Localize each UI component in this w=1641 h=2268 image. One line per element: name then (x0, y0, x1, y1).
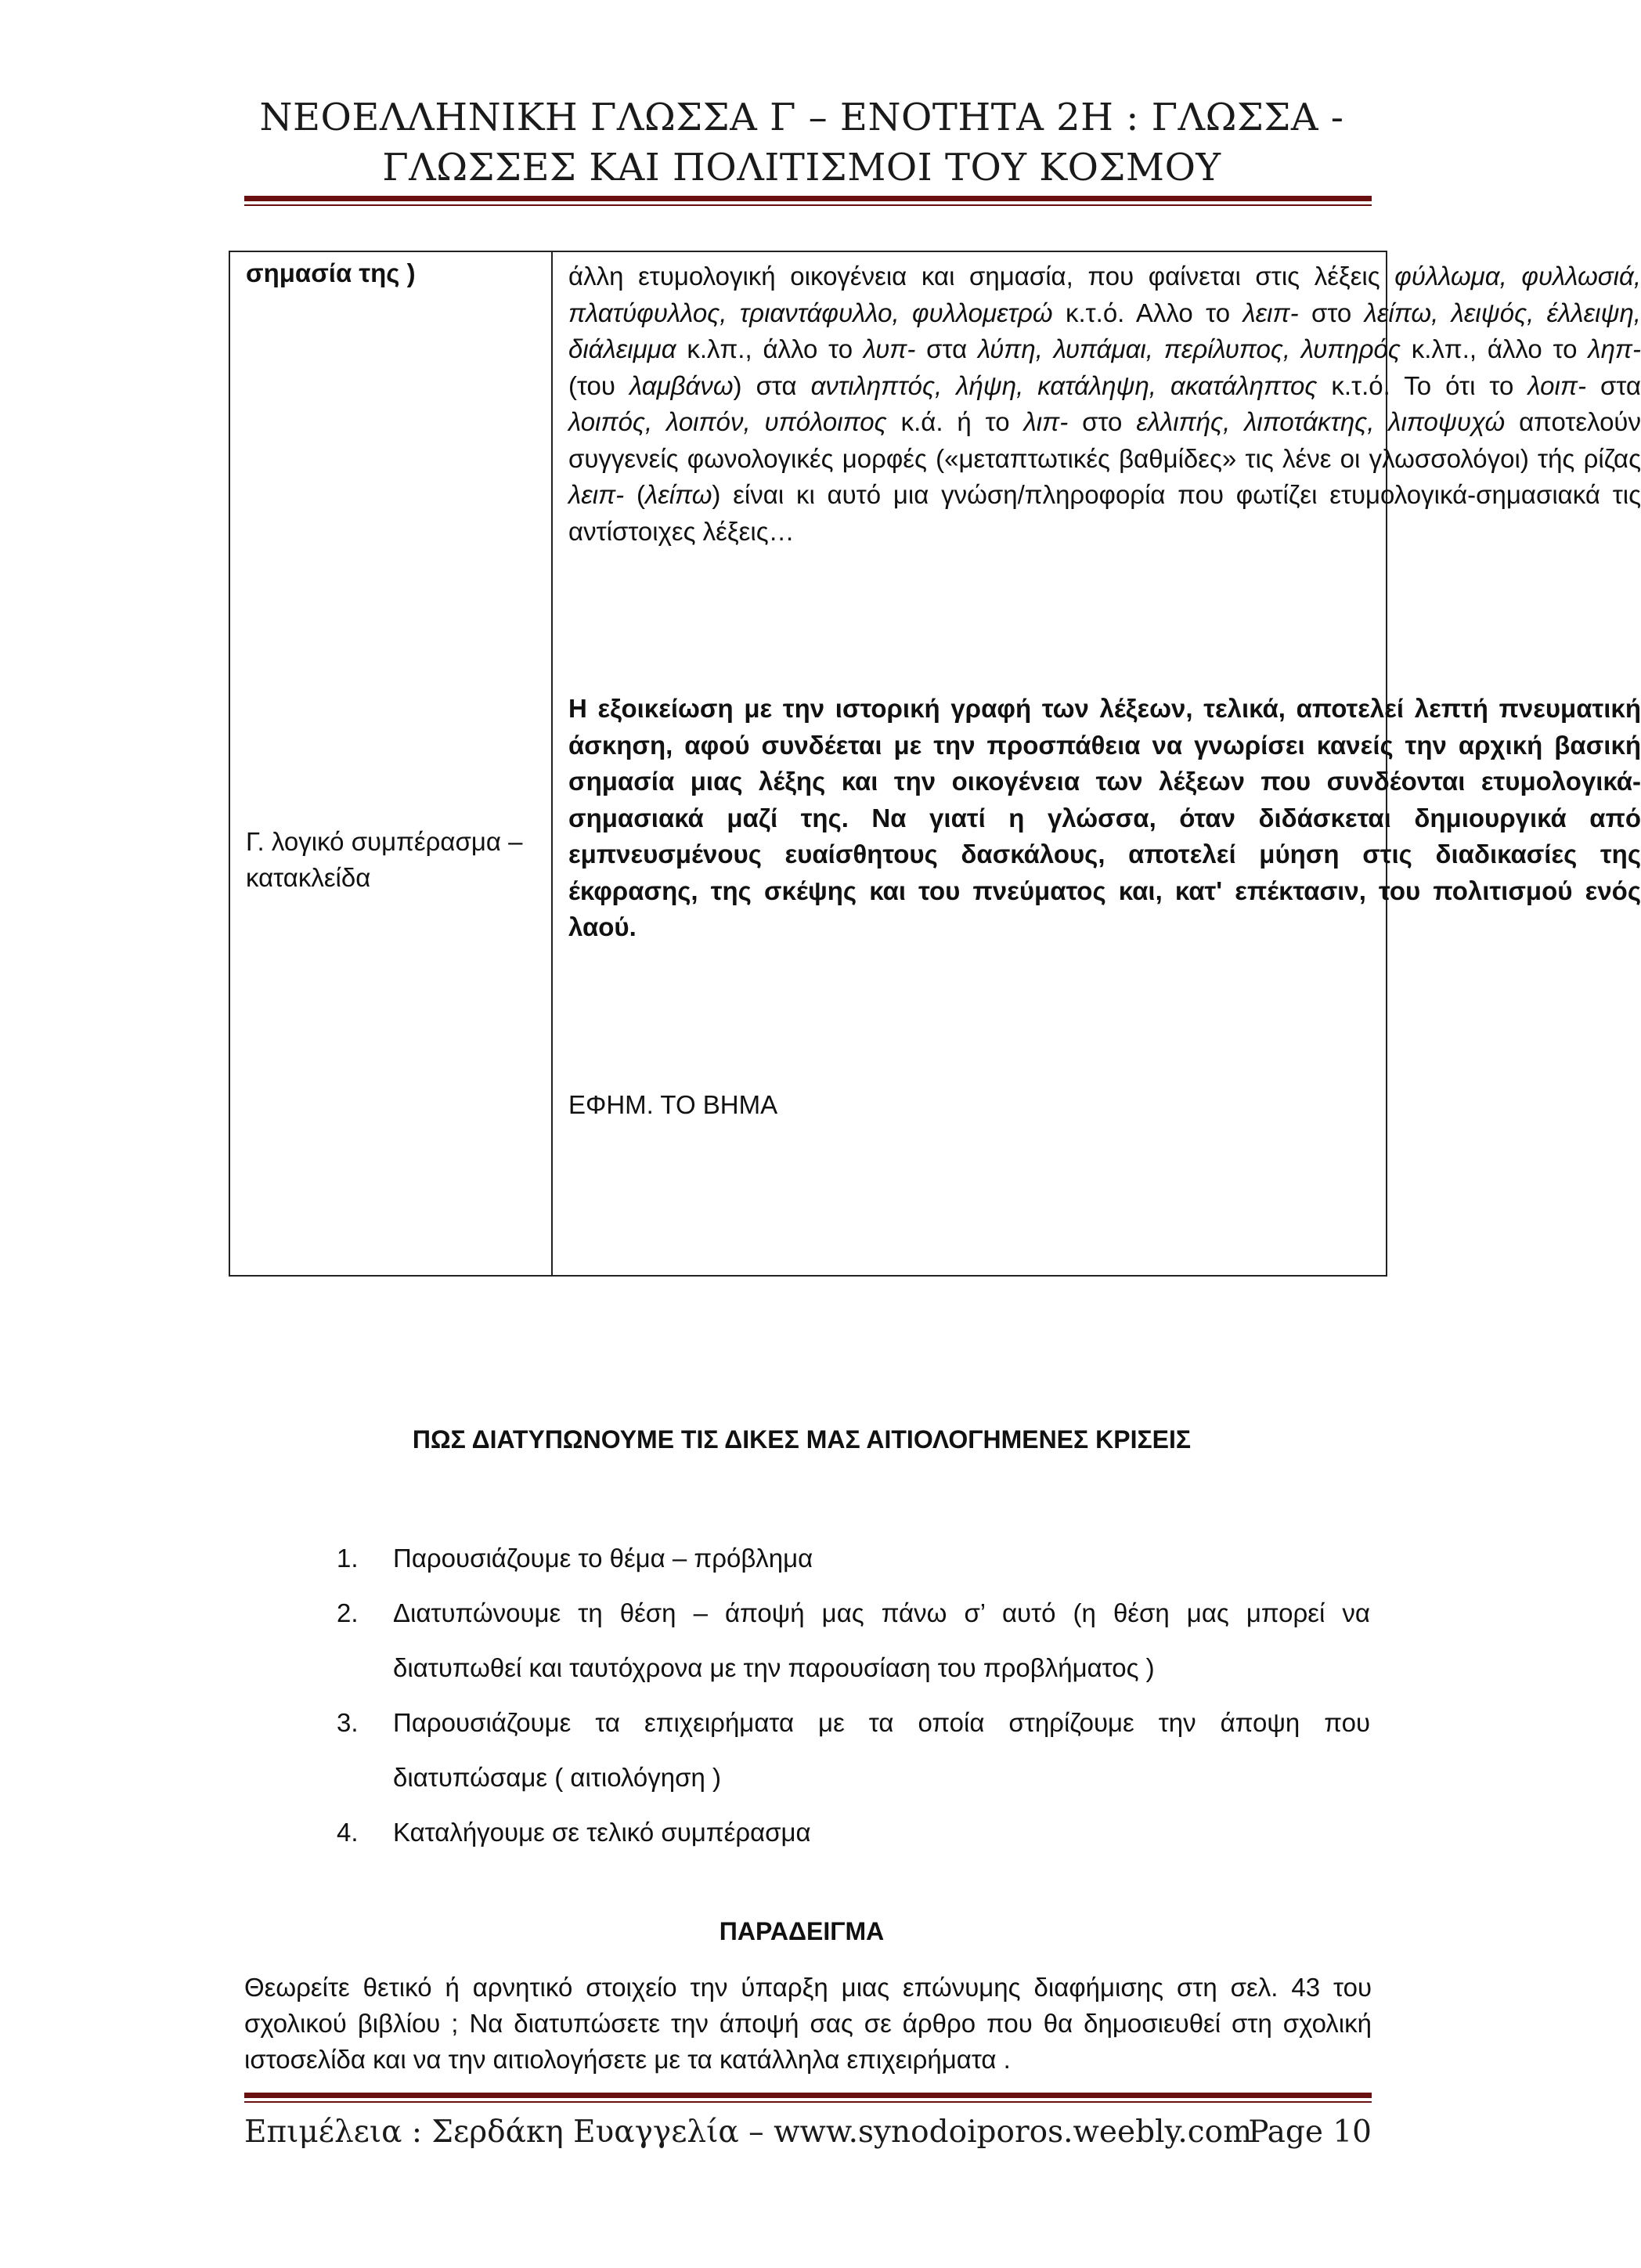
section-title-example: ΠΑΡΑΔΕΙΓΜΑ (719, 1917, 885, 1945)
header-title-line1: ΝΕΟΕΛΛΗΝΙΚΗ ΓΛΩΣΣΑ Γ – ΕΝΟΤΗΤΑ 2Η : ΓΛΩΣΣΑ - (259, 96, 1344, 139)
list-item (337, 1805, 1370, 1860)
list-text: Διατυπώνουμε τη θέση – άποψή μας πάνω σ’ αυτό (η θέση μας μπορεί να διατυπωθεί και ταυτόχρονα με την παρουσίαση του προβλήματος ) (393, 1598, 1370, 1682)
content-table (229, 251, 1641, 1277)
article-paragraph-1: άλλη ετυμολογική οικογένεια και σημασία, που φαίνεται στις λέξεις φύλλωμα, φυλλωσιά, πλατύφυλλος, τριαντάφυλλο, φυλλομετρώ κ.τ.ό. Αλλο το λειπ- στο λείπω, λειψός, έλλειψη, διάλειμμα κ.λπ., άλλο το λυπ- στα λύπη, λυπάμαι, περίλυπος, λυπηρός κ.λπ., άλλο το ληπ- (του λαμβάνω) στα αντιληπτός, λήψη, κατάληψη, ακατάληπτος κ.τ.ό. Το ότι το λοιπ- στα λοιπός, λοιπόν, υπόλοιπος κ.ά. ή το λιπ- στο ελλιπής, λιποτάκτης, λιποψυχώ αποτελούν συγγενείς φωνολογικές μορφές («μεταπτωτικές βαθμίδες» τις λένε οι γλωσσολόγοι) τής ρίζας λειπ- (λείπω) είναι κι αυτό μια γνώση/πληροφορία που φωτίζει ετυμολογικά-σημασιακά τις αντίστοιχες λέξεις… (568, 262, 1641, 546)
list-number: 2. (337, 1598, 359, 1627)
header-rule-thick (244, 196, 1372, 201)
list-number: 3. (337, 1708, 359, 1737)
table-row (229, 251, 1387, 1276)
header-rule-thin (244, 204, 1372, 206)
page-number: Page 10 (1248, 2115, 1372, 2150)
list-item (337, 1696, 1370, 1805)
left-conclusion-label: Γ. λογικό συμπέρασμα – κατακλείδα (246, 827, 523, 892)
section-title-judgments: ΠΩΣ ΔΙΑΤΥΠΩΝΟΥΜΕ ΤΙΣ ΔΙΚΕΣ ΜΑΣ ΑΙΤΙΟΛΟΓΗΜΕΝΕΣ ΚΡΙΣΕΙΣ (412, 1425, 1192, 1454)
footer-credit: Επιμέλεια : Σερδάκη Ευαγγελία – www.synodoiporos.weebly.com (244, 2115, 1253, 2150)
header-title-line2: ΓΛΩΣΣΕΣ ΚΑΙ ΠΟΛΙΤΙΣΜΟΙ ΤΟΥ ΚΟΣΜΟΥ (382, 146, 1221, 190)
footer-rule-thin (244, 2101, 1372, 2103)
article-paragraph-2: Η εξοικείωση με την ιστορική γραφή των λέξεων, τελικά, αποτελεί λεπτή πνευματική άσκηση, αφού συνδέεται με την προσπάθεια να γνωρίσει κανείς την αρχική βασική σημασία μιας λέξης και την οικογένεια των λέξεων που συνδέονται ετυμολογικά-σημασιακά μαζί της. Να γιατί η γλώσσα, όταν διδάσκεται δημιουργικά από εμπνευσμένους ευαίσθητους δασκάλους, αποτελεί μύηση στις διαδικασίες της έκφρασης, της σκέψης και του πνεύματος και, κατ' επέκτασιν, του πολιτισμού ενός λαού. (568, 694, 1641, 941)
list-number: 4. (337, 1818, 359, 1847)
steps-list (337, 1531, 1370, 1860)
article-source: ΕΦΗΜ. ΤΟ ΒΗΜΑ (568, 1090, 778, 1119)
list-text: Παρουσιάζουμε το θέμα – πρόβλημα (393, 1544, 813, 1573)
left-heading: σημασία της ) (246, 258, 416, 287)
page-header (0, 92, 1603, 193)
list-item (337, 1531, 1370, 1586)
list-text: Παρουσιάζουμε τα επιχειρήματα με τα οποία στηρίζουμε την άποψη που διατυπώσαμε ( αιτιολόγηση ) (393, 1708, 1370, 1792)
list-number: 1. (337, 1544, 359, 1573)
list-item (337, 1586, 1370, 1696)
footer-rule-thick (244, 2093, 1372, 2098)
table-right-cell (552, 251, 1641, 1276)
table-left-cell (229, 251, 552, 1276)
list-text: Καταλήγουμε σε τελικό συμπέρασμα (393, 1818, 811, 1847)
example-paragraph: Θεωρείτε θετικό ή αρνητικό στοιχείο την ύπαρξη μιας επώνυμης διαφήμισης στη σελ. 43 του σχολικού βιβλίου ; Να διατυπώσετε την άποψή σας σε άρθρο που θα δημοσιευθεί στη σχολική ιστοσελίδα και να την αιτιολογήσετε με τα κατάλληλα επιχειρήματα . (244, 1973, 1372, 2074)
